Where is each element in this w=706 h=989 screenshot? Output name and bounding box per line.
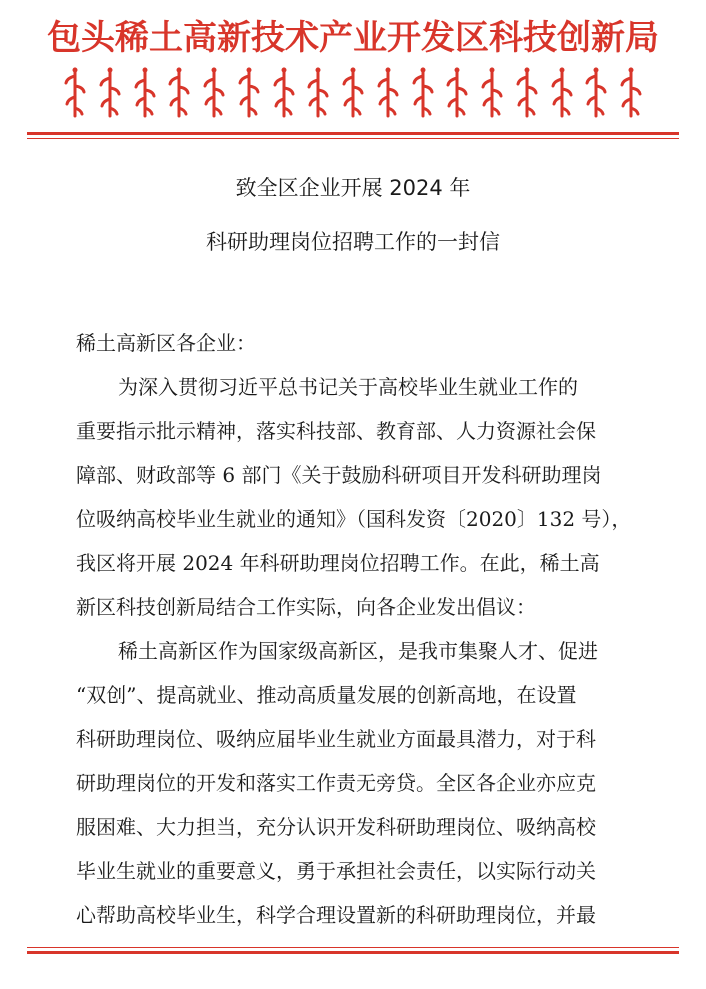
footer-rule-thin xyxy=(27,947,679,948)
mongolian-glyph xyxy=(583,66,609,120)
mongolian-glyph xyxy=(410,66,436,120)
header-rule-thick xyxy=(27,132,679,135)
mongolian-glyph xyxy=(340,66,366,120)
body-line: 稀土高新区作为国家级高新区，是我市集聚人才、促进 xyxy=(118,639,598,663)
body-line: 科研助理岗位、吸纳应届毕业生就业方面最具潜力，对于科 xyxy=(76,727,596,751)
mongolian-glyph xyxy=(479,66,505,120)
mongolian-glyph xyxy=(375,66,401,120)
body-line: “双创”、提高就业、推动高质量发展的创新高地，在设置 xyxy=(76,683,577,707)
body-line: 我区将开展 2024 年科研助理岗位招聘工作。在此，稀土高 xyxy=(76,551,600,575)
body-line: 研助理岗位的开发和落实工作责无旁贷。全区各企业亦应克 xyxy=(76,771,596,795)
body-line: 服困难、大力担当，充分认识开发科研助理岗位、吸纳高校 xyxy=(76,815,596,839)
body-line: 毕业生就业的重要意义，勇于承担社会责任，以实际行动关 xyxy=(76,859,596,883)
mongolian-glyph xyxy=(62,66,88,120)
mongolian-glyph xyxy=(305,66,331,120)
mongolian-script-name xyxy=(62,66,644,120)
footer-rule-thick xyxy=(27,951,679,954)
body-line: 位吸纳高校毕业生就业的通知》（国科发资〔2020〕132 号）， xyxy=(76,507,632,531)
mongolian-glyph xyxy=(514,66,540,120)
body-line: 心帮助高校毕业生，科学合理设置新的科研助理岗位，并最 xyxy=(76,903,596,927)
letter-title-line-2: 科研助理岗位招聘工作的一封信 xyxy=(206,230,500,254)
mongolian-glyph xyxy=(97,66,123,120)
org-title: 包头稀土高新技术产业开发区科技创新局 xyxy=(47,18,659,58)
body-line: 障部、财政部等 6 部门《关于鼓励科研项目开发科研助理岗 xyxy=(76,463,602,487)
letter-title-line-1: 致全区企业开展 2024 年 xyxy=(235,176,471,200)
mongolian-glyph xyxy=(271,66,297,120)
body-line: 为深入贯彻习近平总书记关于高校毕业生就业工作的 xyxy=(118,375,578,399)
mongolian-glyph xyxy=(166,66,192,120)
header-rule-thin xyxy=(27,138,679,139)
mongolian-glyph xyxy=(618,66,644,120)
body-line: 重要指示批示精神，落实科技部、教育部、人力资源社会保 xyxy=(76,419,596,443)
mongolian-glyph xyxy=(201,66,227,120)
salutation: 稀土高新区各企业： xyxy=(76,331,256,355)
body-line: 新区科技创新局结合工作实际，向各企业发出倡议： xyxy=(76,595,536,619)
mongolian-glyph xyxy=(444,66,470,120)
mongolian-glyph xyxy=(236,66,262,120)
mongolian-glyph xyxy=(549,66,575,120)
mongolian-glyph xyxy=(132,66,158,120)
